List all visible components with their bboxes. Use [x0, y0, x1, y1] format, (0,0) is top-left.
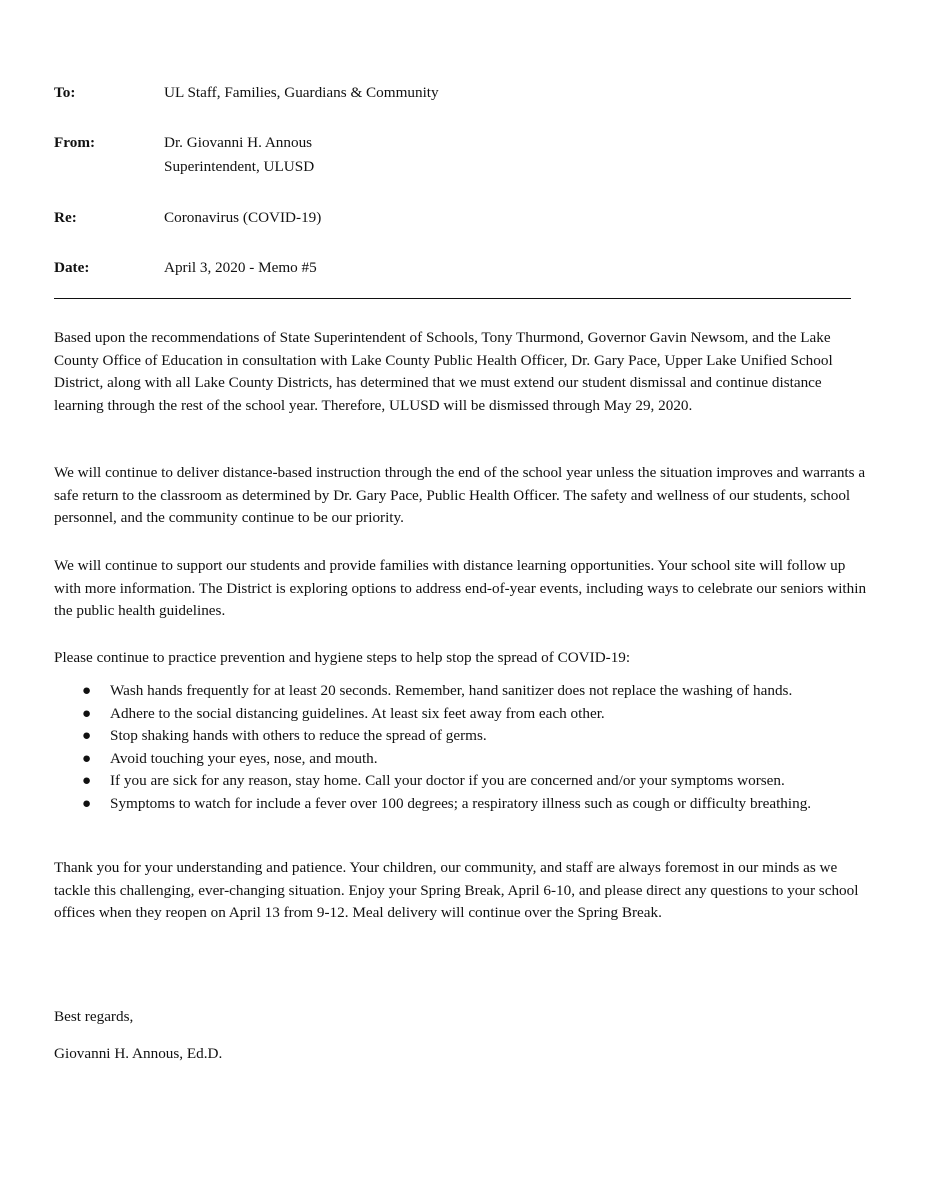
list-item: ● Wash hands frequently for at least 20 seconds. Remember, hand sanitizer does not replace the washing of hands. — [54, 680, 874, 703]
bullet-dot: ● — [82, 704, 92, 722]
bullet-dot: ● — [82, 749, 92, 767]
from-title: Superintendent, ULUSD — [164, 158, 315, 175]
body-paragraph-instruction: We will continue to deliver distance-based instruction through the end of the school year unless the situation improves and warrants a safe return to the classroom as determined by Dr. Gary Pace, Public Health Officer. The safety and wellness of our students, school personnel, and the community continue to be our priority. — [54, 464, 866, 526]
signature-name: Giovanni H. Annous, Ed.D. — [54, 1045, 223, 1062]
body-paragraph-support: We will continue to support our students and provide families with distance learning opportunities. Your school site will follow up with more information. The District is exploring options to address end-of-year events, including ways to celebrate our seniors within the public health guidelines. — [54, 557, 867, 619]
date-label: Date: — [54, 259, 90, 276]
list-item: ● Symptoms to watch for include a fever over 100 degrees; a respiratory illness such as cough or difficulty breathing. — [54, 793, 874, 816]
body-paragraph-prevention-intro: Please continue to practice prevention and hygiene steps to help stop the spread of COVID-19: — [54, 649, 631, 666]
body-paragraph-closing-note: Thank you for your understanding and patience. Your children, our community, and staff are always foremost in our minds as we tackle this challenging, ever-changing situation. Enjoy your Spring Break, April 6-10, and please direct any questions to your school offices when they reopen on April 13 from 9-12. Meal delivery will continue over the Spring Break. — [54, 859, 859, 921]
list-item: ● Stop shaking hands with others to reduce the spread of germs. — [54, 725, 874, 748]
body-paragraph-dismissal: Based upon the recommendations of State Superintendent of Schools, Tony Thurmond, Governor Gavin Newsom, and the Lake County Office of Education in consultation with Lake County Public Health Officer, Dr. Gary Pace, Upper Lake Unified School District, along with all Lake County Districts, has determined that we must extend our student dismissal and continue distance learning through the rest of the school year. Therefore, ULUSD will be dismissed through May 29, 2020. — [54, 329, 833, 414]
date-value: April 3, 2020 - Memo #5 — [164, 259, 317, 276]
from-name: Dr. Giovanni H. Annous — [164, 134, 313, 151]
list-item: ● Avoid touching your eyes, nose, and mouth. — [54, 748, 874, 771]
bullet-dot: ● — [82, 772, 92, 789]
bullet-dot: ● — [82, 794, 92, 812]
from-label: From: — [54, 134, 96, 151]
list-item: ● Adhere to the social distancing guidelines. At least six feet away from each other. — [54, 703, 874, 726]
bullet-dot: ● — [82, 727, 92, 744]
header-divider — [54, 298, 851, 299]
re-value: Coronavirus (COVID-19) — [164, 209, 322, 226]
bullet-dot: ● — [82, 682, 92, 699]
to-value: UL Staff, Families, Guardians & Community — [164, 84, 439, 101]
re-label: Re: — [54, 209, 77, 226]
list-item: ● If you are sick for any reason, stay home. Call your doctor if you are concerned and/or your symptoms worsen. — [54, 770, 874, 793]
prevention-list — [54, 680, 874, 815]
closing-salutation: Best regards, — [54, 1008, 134, 1025]
to-label: To: — [54, 84, 76, 101]
